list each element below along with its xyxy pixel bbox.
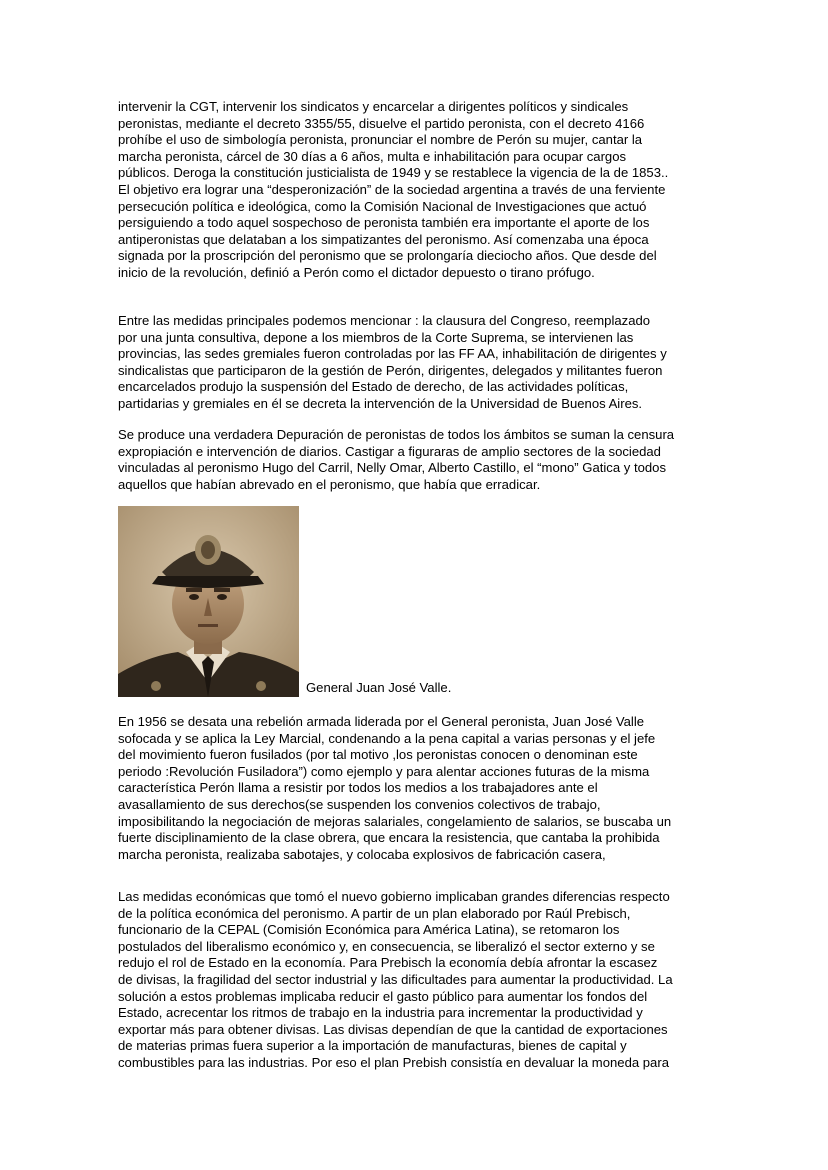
text-line: signada por la proscripción del peronismo que se prolongaría dieciocho años. Que desde del xyxy=(118,248,657,264)
text-line: prohíbe el uso de simbología peronista, pronunciar el nombre de Perón su mujer, cantar la xyxy=(118,132,643,148)
text-line: postulados del liberalismo económico y, en consecuencia, se liberalizó el sector externo y se xyxy=(118,938,655,954)
text-line: imposibilitando la negociación de mejoras salariales, congelamiento de salarios, se buscaba un xyxy=(118,813,672,829)
text-line: peronistas, mediante el decreto 3355/55, disuelve el partido peronista, con el decreto 4166 xyxy=(118,115,645,131)
paragraph-main-measures xyxy=(118,313,718,413)
text-line: partidarias y gremiales en él se decreta la intervención de la Universidad de Buenos Aires. xyxy=(118,395,643,411)
text-line: de divisas, la fragilidad del sector industrial y las dificultades para aumentar la productividad. La xyxy=(118,971,673,987)
text-line: públicos. Deroga la constitución justicialista de 1949 y se restablece la vigencia de la de 1853.. xyxy=(118,165,669,181)
text-line: periodo :Revolución Fusiladora”) como ejemplo y para alentar acciones futuras de la misma xyxy=(118,763,650,779)
text-line: redujo el rol de Estado en la economía. Para Prebisch la economía debía afrontar la escasez xyxy=(118,955,658,971)
text-line: de materias primas fuera superior a la importación de manufacturas, bienes de capital y xyxy=(118,1038,627,1054)
text-line: Las medidas económicas que tomó el nuevo gobierno implicaban grandes diferencias respecto xyxy=(118,889,670,904)
text-line: Estado, acrecentar los ritmos de trabajo en la industria para incrementar la productividad y xyxy=(118,1005,643,1021)
text-line: exportar más para obtener divisas. Las divisas dependían de que la cantidad de exportaciones xyxy=(118,1021,668,1037)
text-line: del movimiento fueron fusilados (por tal motivo ,los peronistas conocen o denominan este xyxy=(118,747,638,763)
text-line: sofocada y se aplica la Ley Marcial, condenando a la pena capital a varias personas y el jefe xyxy=(118,730,656,746)
text-line: inicio de la revolución, definió a Perón como el dictador depuesto o tirano prófugo. xyxy=(118,264,595,280)
text-line: expropiación e intervención de diarios. Castigar a figuraras de amplio sectores de la sociedad xyxy=(118,443,661,459)
text-line: combustibles para las industrias. Por eso el plan Prebish consistía en devaluar la moneda para xyxy=(118,1054,669,1070)
text-line: persiguiendo a todo aquel sospechoso de peronista también era importante el aporte de los xyxy=(118,215,650,231)
text-line: marcha peronista, cárcel de 30 días a 6 años, multa e inhabilitación para ocupar cargos xyxy=(118,148,627,164)
text-line: antiperonistas que delataban a los simpatizantes del peronismo. Así comenzaba una época xyxy=(118,231,649,247)
text-line: solución a estos problemas implicaba reducir el gasto público para aumentar los fondos del xyxy=(118,988,648,1004)
photo-caption: General Juan José Valle. xyxy=(306,680,452,695)
paragraph-purge xyxy=(118,427,718,493)
text-line: avasallamiento de sus derechos(se suspenden los convenios colectivos de trabajo, xyxy=(118,796,601,812)
text-line: característica Perón llama a resistir por todos los medios a los trabajadores ante el xyxy=(118,780,598,796)
text-line: persecución política e ideológica, como la Comisión Nacional de Investigaciones que actuó xyxy=(118,198,647,214)
text-line: intervenir la CGT, intervenir los sindicatos y encarcelar a dirigentes políticos y sindicales xyxy=(118,99,629,114)
text-line: de la política económica del peronismo. A partir de un plan elaborado por Raúl Prebisch, xyxy=(118,905,631,921)
text-line: aquellos que habían abrevado en el peronismo, que había que erradicar. xyxy=(118,476,541,492)
text-line: fuerte disciplinamiento de la clase obrera, que encara la resistencia, que cantaba la prohibida xyxy=(118,830,660,846)
text-line: El objetivo era lograr una “desperonización” de la sociedad argentina a través de una ferviente xyxy=(118,181,666,197)
paragraph-1956-rebellion xyxy=(118,714,718,863)
text-line: funcionario de la CEPAL (Comisión Económica para América Latina), se retomaron los xyxy=(118,922,620,938)
text-line: por una junta consultiva, depone a los miembros de la Corte Suprema, se intervienen las xyxy=(118,329,634,345)
text-line: Se produce una verdadera Depuración de peronistas de todos los ámbitos se suman la censura xyxy=(118,427,675,442)
text-line: Entre las medidas principales podemos mencionar : la clausura del Congreso, reemplazado xyxy=(118,313,651,328)
text-line: vinculadas al peronismo Hugo del Carril, Nelly Omar, Alberto Castillo, el “mono” Gatica y todos xyxy=(118,460,666,476)
text-line: encarcelados produjo la suspensión del Estado de derecho, de las actividades políticas, xyxy=(118,379,629,395)
paragraph-intervention xyxy=(118,99,718,282)
text-line: provincias, las sedes gremiales fueron controladas por las FF AA, inhabilitación de dirigentes y xyxy=(118,346,667,362)
text-line: marcha peronista, realizaba sabotajes, y colocaba explosivos de fabricación casera, xyxy=(118,846,606,862)
text-line: sindicalistas que participaron de la gestión de Perón, dirigentes, delegados y militantes fueron xyxy=(118,362,663,378)
text-line: En 1956 se desata una rebelión armada liderada por el General peronista, Juan José Valle xyxy=(118,714,645,729)
paragraph-economic-measures xyxy=(118,889,718,1072)
portrait-photo-juan-jose-valle xyxy=(118,506,299,697)
